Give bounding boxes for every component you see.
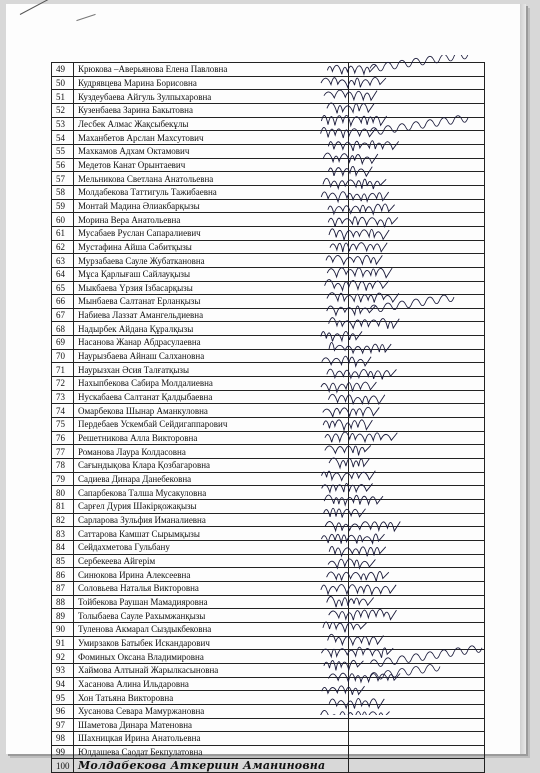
table-row <box>52 158 485 172</box>
person-name: Умирзаков Батыбек Искандарович <box>74 636 349 650</box>
table-row <box>52 472 485 486</box>
row-number: 78 <box>52 459 74 473</box>
signature-cell <box>349 595 485 609</box>
table-row <box>52 90 485 104</box>
table-row <box>52 103 485 117</box>
table-row <box>52 459 485 473</box>
row-number: 54 <box>52 131 74 145</box>
person-name: Махкамов Адхам Октамович <box>74 144 349 158</box>
person-name: Романова Лаура Колдасовна <box>74 445 349 459</box>
signature-cell <box>349 172 485 186</box>
signature-cell <box>349 691 485 705</box>
row-number: 98 <box>52 732 74 746</box>
row-number: 95 <box>52 691 74 705</box>
signature-cell <box>349 636 485 650</box>
person-name: Юлдашева Саодат Бекпулатовна <box>74 745 349 759</box>
person-name: Омарбекова Шынар Аманкуловна <box>74 404 349 418</box>
signature-cell <box>349 759 485 773</box>
table-row <box>52 267 485 281</box>
signature-cell <box>349 390 485 404</box>
signature-cell <box>349 540 485 554</box>
signature-cell <box>349 363 485 377</box>
row-number: 93 <box>52 663 74 677</box>
person-name: Сейдахметова Гульбану <box>74 540 349 554</box>
signature-cell <box>349 103 485 117</box>
row-number: 50 <box>52 76 74 90</box>
person-name: Лесбек Алмас Жақсыбекұлы <box>74 117 349 131</box>
signature-cell <box>349 295 485 309</box>
table-row <box>52 513 485 527</box>
row-number: 97 <box>52 718 74 732</box>
person-name: Мурзабаева Сауле Жубаткановна <box>74 254 349 268</box>
table-row <box>52 445 485 459</box>
signature-cell <box>349 745 485 759</box>
signature-cell <box>349 418 485 432</box>
person-name: Мельникова Светлана Анатольевна <box>74 172 349 186</box>
signature-cell <box>349 513 485 527</box>
signature-cell <box>349 459 485 473</box>
row-number: 60 <box>52 213 74 227</box>
table-row <box>52 691 485 705</box>
person-name: Нускабаева Салтанат Қалдыбаевна <box>74 390 349 404</box>
row-number: 58 <box>52 185 74 199</box>
signature-cell <box>349 131 485 145</box>
person-name: Мустафина Айша Сәбитқызы <box>74 240 349 254</box>
row-number: 100 <box>52 759 74 773</box>
signature-cell <box>349 308 485 322</box>
table-row <box>52 63 485 77</box>
row-number: 91 <box>52 636 74 650</box>
row-number: 72 <box>52 377 74 391</box>
signature-list-table <box>51 62 485 773</box>
table-row <box>52 704 485 718</box>
signature-cell <box>349 254 485 268</box>
signature-cell <box>349 404 485 418</box>
table-row <box>52 322 485 336</box>
signature-cell <box>349 704 485 718</box>
person-name: Куздеубаева Айгуль Зулпыхаровна <box>74 90 349 104</box>
signature-cell <box>349 609 485 623</box>
row-number: 85 <box>52 554 74 568</box>
row-number: 61 <box>52 226 74 240</box>
row-number: 65 <box>52 281 74 295</box>
person-name: Наурызбаева Айнаш Салхановна <box>74 349 349 363</box>
person-name: Маханбетов Арслан Махсутович <box>74 131 349 145</box>
signature-cell <box>349 677 485 691</box>
person-name: Сарғел Дурия Шәкірқожақызы <box>74 500 349 514</box>
signature-cell <box>349 554 485 568</box>
pen-mark <box>20 0 82 15</box>
table-row <box>52 117 485 131</box>
table-row <box>52 677 485 691</box>
person-name: Толыбаева Сауле Рахымжанқызы <box>74 609 349 623</box>
row-number: 66 <box>52 295 74 309</box>
table-row <box>52 404 485 418</box>
table-row <box>52 226 485 240</box>
person-name: Медетов Канат Орынтаевич <box>74 158 349 172</box>
row-number: 62 <box>52 240 74 254</box>
row-number: 86 <box>52 568 74 582</box>
signature-cell <box>349 281 485 295</box>
person-name: Решетникова Алла Викторовна <box>74 431 349 445</box>
table-row <box>52 568 485 582</box>
row-number: 81 <box>52 500 74 514</box>
row-number: 74 <box>52 404 74 418</box>
person-name: Хусанова Севара Мамуржановна <box>74 704 349 718</box>
row-number: 57 <box>52 172 74 186</box>
table-row <box>52 636 485 650</box>
table-row <box>52 650 485 664</box>
row-number: 89 <box>52 609 74 623</box>
person-name: Туленова Акмарал Сыздыкбековна <box>74 622 349 636</box>
signature-cell <box>349 199 485 213</box>
row-number: 53 <box>52 117 74 131</box>
person-name: Садиева Динара Данебековна <box>74 472 349 486</box>
row-number: 96 <box>52 704 74 718</box>
person-name: Сағындықова Клара Қозбагаровна <box>74 459 349 473</box>
table-row <box>52 308 485 322</box>
row-number: 75 <box>52 418 74 432</box>
table-row <box>52 199 485 213</box>
person-name: Мынбаева Салтанат Ерланқызы <box>74 295 349 309</box>
table-row <box>52 185 485 199</box>
row-number: 55 <box>52 144 74 158</box>
person-name: Сапарбекова Талша Мусакуловна <box>74 486 349 500</box>
person-name: Морина Вера Анатольевна <box>74 213 349 227</box>
signature-cell <box>349 527 485 541</box>
signature-cell <box>349 63 485 77</box>
signature-cell <box>349 718 485 732</box>
person-name: Молдабекова Аткериин Аманиновна <box>74 759 349 773</box>
table-row <box>52 363 485 377</box>
row-number: 82 <box>52 513 74 527</box>
signature-cell <box>349 76 485 90</box>
table-row <box>52 554 485 568</box>
row-number: 69 <box>52 336 74 350</box>
signature-cell <box>349 144 485 158</box>
person-name: Сарларова Зульфия Иманалиевна <box>74 513 349 527</box>
table-row <box>52 144 485 158</box>
signature-cell <box>349 500 485 514</box>
signature-cell <box>349 90 485 104</box>
person-name: Наурызхан Әсия Талғатқызы <box>74 363 349 377</box>
table-row <box>52 131 485 145</box>
table-row <box>52 281 485 295</box>
table-row <box>52 527 485 541</box>
row-number: 79 <box>52 472 74 486</box>
signature-cell <box>349 568 485 582</box>
row-number: 64 <box>52 267 74 281</box>
row-number: 73 <box>52 390 74 404</box>
table-row <box>52 418 485 432</box>
signature-cell <box>349 267 485 281</box>
table-row <box>52 486 485 500</box>
signature-cell <box>349 377 485 391</box>
table-row <box>52 254 485 268</box>
signature-cell <box>349 322 485 336</box>
row-number: 87 <box>52 581 74 595</box>
person-name: Надырбек Айдана Құралқызы <box>74 322 349 336</box>
table-row <box>52 663 485 677</box>
person-name: Молдабекова Таттигуль Тажибаевна <box>74 185 349 199</box>
person-name: Мусабаев Руслан Сапаралиевич <box>74 226 349 240</box>
person-name: Нахыпбекова Сабира Молдалиевна <box>74 377 349 391</box>
person-name: Хаймова Алтынай Жарылкасыновна <box>74 663 349 677</box>
signature-cell <box>349 732 485 746</box>
signature-cell <box>349 240 485 254</box>
pen-mark <box>76 14 95 21</box>
row-number: 52 <box>52 103 74 117</box>
table-row <box>52 172 485 186</box>
table-row <box>52 718 485 732</box>
table-row <box>52 759 485 773</box>
table-row <box>52 349 485 363</box>
table-row <box>52 240 485 254</box>
row-number: 49 <box>52 63 74 77</box>
signature-cell <box>349 226 485 240</box>
row-number: 68 <box>52 322 74 336</box>
row-number: 99 <box>52 745 74 759</box>
table-row <box>52 581 485 595</box>
person-name: Мұса Қарлығаш Сайлауқызы <box>74 267 349 281</box>
person-name: Насанова Жанар Абдрасулаевна <box>74 336 349 350</box>
row-number: 76 <box>52 431 74 445</box>
table-row <box>52 595 485 609</box>
person-name: Фоминых Оксана Владимировна <box>74 650 349 664</box>
person-name: Соловьева Наталья Викторовна <box>74 581 349 595</box>
row-number: 77 <box>52 445 74 459</box>
person-name: Шаметова Динара Матеновна <box>74 718 349 732</box>
table-row <box>52 377 485 391</box>
person-name: Хасанова Алина Ильдаровна <box>74 677 349 691</box>
person-name: Кузенбаева Зарина Бакытовна <box>74 103 349 117</box>
person-name: Крюкова –Аверьянова Елена Павловна <box>74 63 349 77</box>
signature-cell <box>349 622 485 636</box>
row-number: 63 <box>52 254 74 268</box>
person-name: Пердебаев Ускембай Сейдигаппарович <box>74 418 349 432</box>
row-number: 83 <box>52 527 74 541</box>
row-number: 94 <box>52 677 74 691</box>
signature-cell <box>349 158 485 172</box>
row-number: 51 <box>52 90 74 104</box>
person-name: Кудрявцева Марина Борисовна <box>74 76 349 90</box>
signature-cell <box>349 185 485 199</box>
row-number: 88 <box>52 595 74 609</box>
signature-cell <box>349 117 485 131</box>
signature-cell <box>349 445 485 459</box>
signature-cell <box>349 581 485 595</box>
row-number: 80 <box>52 486 74 500</box>
row-number: 70 <box>52 349 74 363</box>
signature-cell <box>349 663 485 677</box>
table-row <box>52 336 485 350</box>
row-number: 67 <box>52 308 74 322</box>
signature-cell <box>349 486 485 500</box>
page-edge <box>520 4 526 754</box>
person-name: Хон Татьяна Викторовна <box>74 691 349 705</box>
table-row <box>52 76 485 90</box>
person-name: Монтай Мадина Әлиакбарқызы <box>74 199 349 213</box>
table-row <box>52 622 485 636</box>
signature-cell <box>349 431 485 445</box>
table-row <box>52 732 485 746</box>
row-number: 84 <box>52 540 74 554</box>
table-row <box>52 745 485 759</box>
table-row <box>52 390 485 404</box>
signature-cell <box>349 349 485 363</box>
person-name: Сербекеева Айгерім <box>74 554 349 568</box>
person-name: Синюкова Ирина Алексеевна <box>74 568 349 582</box>
table-row <box>52 540 485 554</box>
person-name: Саттарова Камшат Сырымқызы <box>74 527 349 541</box>
table-row <box>52 431 485 445</box>
row-number: 56 <box>52 158 74 172</box>
person-name: Мыкбаева Үрзия Ізбасарқызы <box>74 281 349 295</box>
table-body <box>52 63 485 773</box>
row-number: 90 <box>52 622 74 636</box>
person-name: Шахницкая Ирина Анатольевна <box>74 732 349 746</box>
person-name: Тойбекова Раушан Мамадияровна <box>74 595 349 609</box>
table-row <box>52 213 485 227</box>
signature-cell <box>349 336 485 350</box>
row-number: 92 <box>52 650 74 664</box>
signature-cell <box>349 213 485 227</box>
signature-cell <box>349 650 485 664</box>
person-name: Набиева Лаззат Амангельдиевна <box>74 308 349 322</box>
table-row <box>52 295 485 309</box>
table-row <box>52 500 485 514</box>
signature-cell <box>349 472 485 486</box>
table-row <box>52 609 485 623</box>
row-number: 59 <box>52 199 74 213</box>
row-number: 71 <box>52 363 74 377</box>
